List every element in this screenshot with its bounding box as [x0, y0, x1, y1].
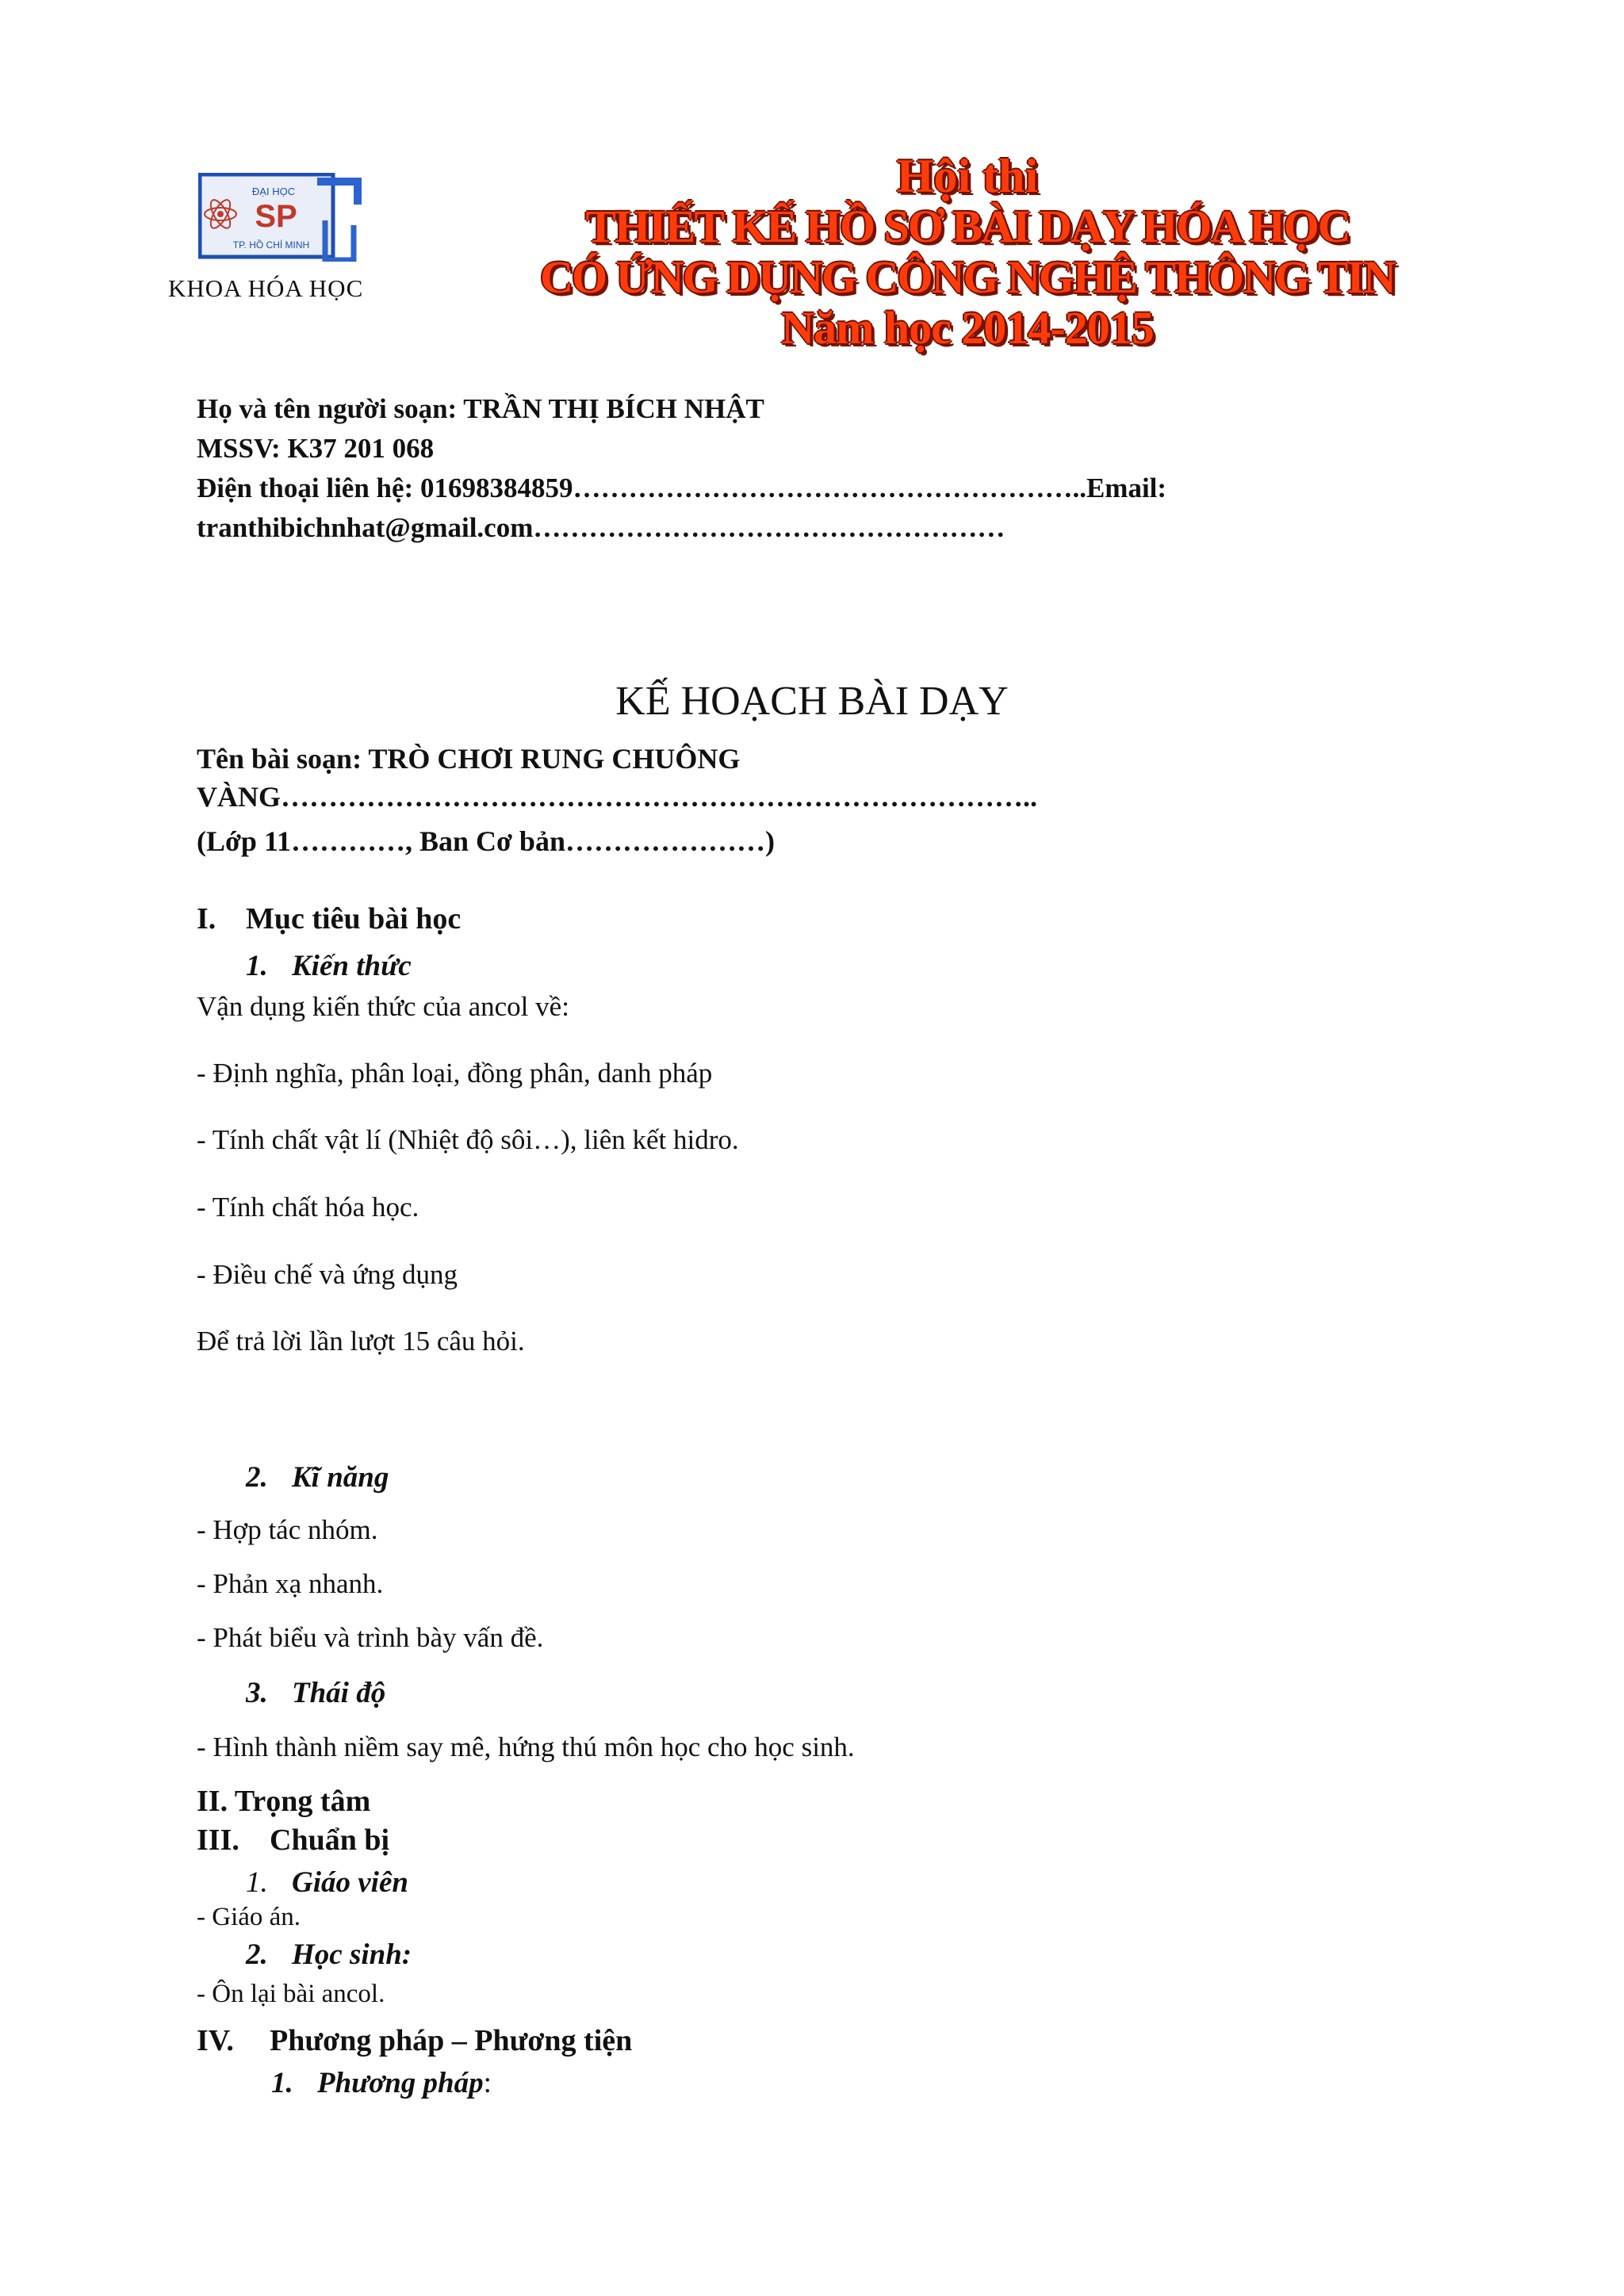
student-item: - Ôn lại bài ancol.: [197, 1980, 385, 2008]
knowledge-item: - Điều chế và ứng dụng: [197, 1259, 458, 1290]
svg-text:SP: SP: [255, 199, 297, 234]
subsection-number: 1.: [271, 2067, 293, 2099]
email-line: tranthibichnhat@gmail.com……………………………………………: [197, 512, 1005, 543]
attitude-item: - Hình thành niềm say mê, hứng thú môn học cho học sinh.: [197, 1732, 855, 1762]
svg-text:TP. HỒ CHÍ MINH: TP. HỒ CHÍ MINH: [232, 239, 310, 251]
contest-line-1: Hội thi: [896, 150, 1039, 202]
section-title: Phương pháp – Phương tiện: [270, 2024, 633, 2057]
skill-item: - Phát biểu và trình bày vấn đề.: [197, 1622, 544, 1653]
contest-line-3: CÓ ỨNG DỤNG CÔNG NGHỆ THÔNG TIN: [540, 251, 1395, 303]
section-number: I.: [197, 902, 216, 936]
lesson-name-line-2: VÀNG……………………………………………………………………..: [197, 781, 1037, 813]
skill-item: - Phản xạ nhanh.: [197, 1568, 384, 1599]
svg-text:ĐẠI HỌC: ĐẠI HỌC: [251, 186, 296, 197]
subsection-number: 2.: [246, 1461, 268, 1494]
subsection-title: Học sinh:: [292, 1938, 412, 1971]
class-line: (Lớp 11…………, Ban Cơ bản…………………): [197, 825, 775, 857]
knowledge-item: - Tính chất hóa học.: [197, 1192, 419, 1223]
subsection-student: [246, 1938, 412, 1972]
student-id: MSSV: K37 201 068: [197, 433, 435, 464]
section-number: IV.: [197, 2024, 234, 2057]
section-number: II.: [197, 1785, 228, 1818]
subsection-title: Kĩ năng: [292, 1461, 389, 1494]
lesson-name-line-1: Tên bài soạn: TRÒ CHƠI RUNG CHUÔNG: [197, 743, 741, 775]
author-name: Họ và tên người soạn: TRẦN THỊ BÍCH NHẬT: [197, 393, 764, 424]
subsection-title: Giáo viên: [292, 1866, 408, 1899]
section-title: Mục tiêu bài học: [246, 902, 462, 936]
section-title: Chuẩn bị: [270, 1823, 390, 1857]
knowledge-item: - Tính chất vật lí (Nhiệt độ sôi…), liên kết hidro.: [197, 1124, 739, 1155]
skill-item: - Hợp tác nhóm.: [197, 1514, 378, 1545]
section-methods: [197, 2023, 632, 2058]
section-focus: [197, 1784, 370, 1819]
subsection-method: [271, 2066, 492, 2100]
subsection-title: Kiến thức: [292, 950, 412, 982]
contest-line-2: THIẾT KẾ HỒ SƠ BÀI DẠY HÓA HỌC: [585, 201, 1350, 252]
subsection-number: 2.: [246, 1938, 268, 1971]
university-logo: [198, 173, 365, 262]
subsection-number: 1.: [246, 950, 268, 982]
section-number: III.: [197, 1823, 239, 1857]
contest-line-4: Năm học 2014-2015: [781, 302, 1154, 354]
department-name: KHOA HÓA HỌC: [168, 274, 364, 302]
knowledge-intro: Vận dụng kiến thức của ancol về:: [197, 991, 569, 1022]
subsection-number: 3.: [246, 1677, 268, 1709]
subsection-title: Thái độ: [292, 1677, 386, 1709]
subsection-attitude: [246, 1676, 385, 1710]
teacher-item: - Giáo án.: [197, 1903, 301, 1931]
phone-line: Điện thoại liên hệ: 01698384859………………………………………………..Email:: [197, 473, 1167, 503]
atom-logo-icon: [198, 173, 365, 262]
subsection-knowledge: [246, 949, 412, 983]
subsection-title: Phương pháp: [317, 2067, 484, 2099]
knowledge-item: - Định nghĩa, phân loại, đồng phân, danh pháp: [197, 1058, 713, 1089]
page-title: KẾ HOẠCH BÀI DẠY: [615, 679, 1009, 724]
subsection-number: 1.: [246, 1866, 268, 1899]
subsection-teacher: [246, 1866, 408, 1900]
contest-banner: [444, 151, 1491, 354]
colon: :: [483, 2067, 492, 2099]
subsection-skills: [246, 1460, 389, 1494]
section-objectives: [197, 901, 461, 936]
section-title: Trọng tâm: [234, 1785, 371, 1818]
knowledge-outro: Để trả lời lần lượt 15 câu hỏi.: [197, 1326, 525, 1357]
section-preparation: [197, 1823, 389, 1858]
